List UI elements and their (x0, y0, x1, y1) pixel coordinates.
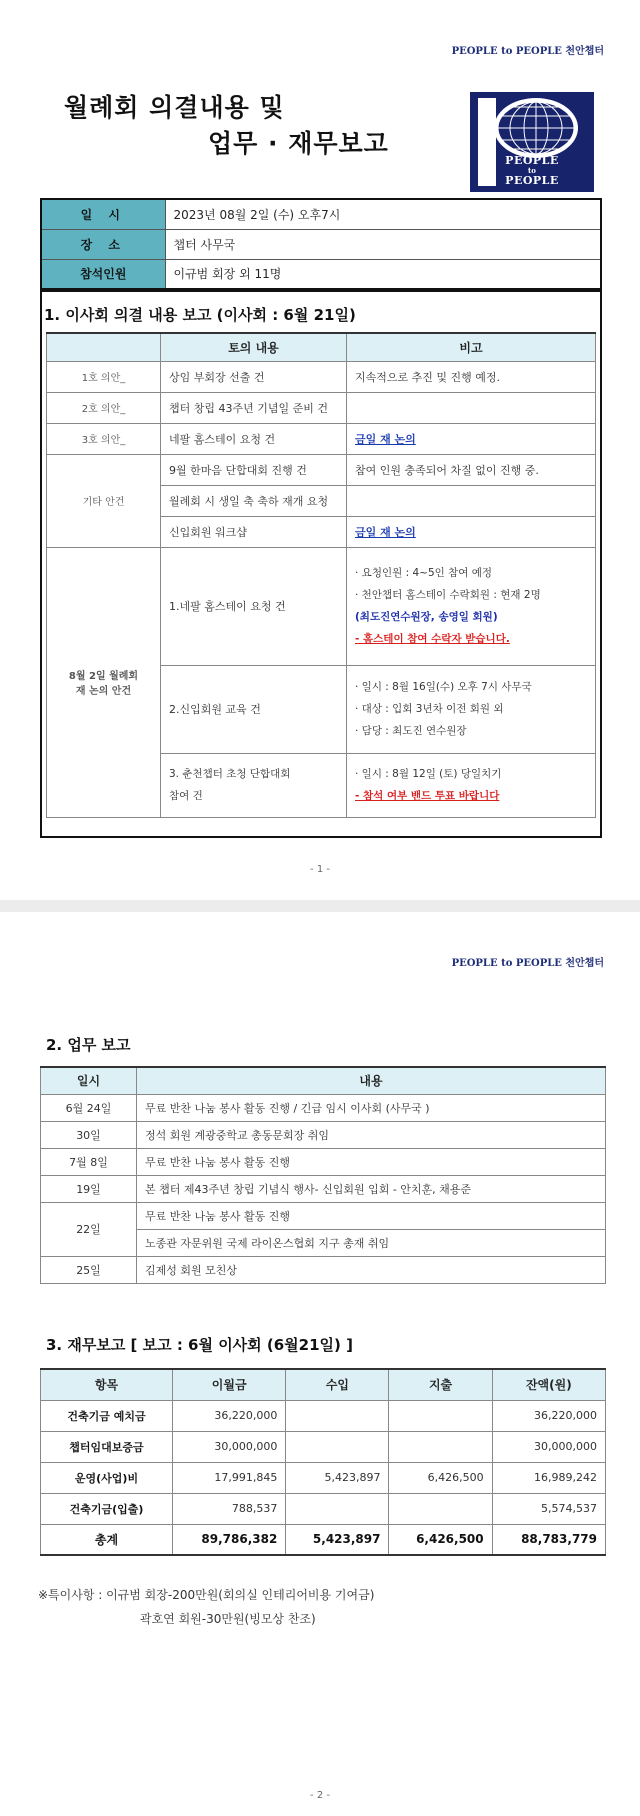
agenda-topic: 9월 한마음 단합대회 진행 건 (161, 454, 347, 485)
agenda-no: 2호 의안_ (47, 392, 161, 423)
fin-value: 88,783,779 (492, 1524, 605, 1555)
bullet: · 일시 : 8월 12일 (토) 당일치기 (355, 768, 502, 780)
bullet: (최도진연수원장, 송영일 회원) (355, 611, 498, 623)
agenda-no: 1호 의안_ (47, 361, 161, 392)
fin-item: 총계 (41, 1524, 173, 1555)
header-discussion: 토의 내용 (161, 333, 347, 361)
org-name: PEOPLE to PEOPLE 천안챕터 (451, 958, 604, 969)
rediscuss-topic (161, 753, 347, 817)
rediscuss-topic: 1.네팔 홈스테이 요청 건 (161, 547, 347, 665)
topic-line: 참여 건 (169, 790, 203, 802)
fin-value: 788,537 (173, 1493, 286, 1524)
rediscuss-topic: 2.신입회원 교육 건 (161, 665, 347, 753)
info-row-place (41, 229, 601, 259)
table-row (47, 547, 596, 665)
work-date: 25일 (41, 1256, 137, 1283)
header-carryover: 이월금 (173, 1369, 286, 1400)
org-name: PEOPLE to PEOPLE 천안챕터 (451, 46, 604, 57)
fin-value: 6,426,500 (389, 1462, 492, 1493)
doc-title-line2: 업무 · 재무보고 (208, 129, 389, 158)
section3-title: 3. 재무보고 [ 보고 : 6월 이사회 (6월21일) ] (46, 1336, 353, 1354)
doc-title-line1: 월례회 의결내용 및 (64, 93, 285, 122)
info-value: 이규범 회장 외 11명 (165, 259, 601, 289)
resolution-table (46, 332, 596, 818)
table-row (47, 423, 596, 454)
table-row (41, 1202, 606, 1229)
agenda-topic: 월례회 시 생일 축 축하 재개 요청 (161, 485, 347, 516)
table-row (41, 1462, 606, 1493)
work-date: 19일 (41, 1175, 137, 1202)
bullet: - 참석 여부 밴드 투표 바랍니다 (355, 790, 500, 802)
work-content: 무료 반찬 나눔 봉사 활동 진행 (137, 1148, 606, 1175)
rediscuss-label-1: 8월 2일 월례회 (68, 671, 139, 682)
finance-table (40, 1368, 606, 1556)
work-date: 22일 (41, 1202, 137, 1256)
table-row (41, 1400, 606, 1431)
table-row (47, 454, 596, 485)
work-date: 6월 24일 (41, 1094, 137, 1121)
bullet: · 요청인원 : 4~5인 참여 예정 (355, 567, 493, 579)
fin-item: 건축기금(입출) (41, 1493, 173, 1524)
logo-text-3: PEOPLE (505, 174, 559, 187)
fin-value (389, 1431, 492, 1462)
agenda-topic: 상임 부회장 선출 건 (161, 361, 347, 392)
fin-value (389, 1400, 492, 1431)
work-content: 무료 반찬 나눔 봉사 활동 진행 (137, 1202, 606, 1229)
page-number: - 2 - (310, 1790, 330, 1801)
bullet: · 대상 : 입회 3년차 이전 회원 외 (355, 703, 504, 715)
table-row (41, 1493, 606, 1524)
fin-value (389, 1493, 492, 1524)
fin-value: 36,220,000 (173, 1400, 286, 1431)
work-date: 30일 (41, 1121, 137, 1148)
people-to-people-logo (470, 92, 594, 192)
page-number: - 1 - (310, 864, 330, 875)
work-date: 7월 8일 (41, 1148, 137, 1175)
info-label: 일 시 (41, 199, 165, 229)
rediscuss-label (47, 547, 161, 817)
header-empty (47, 333, 161, 361)
bullet: - 홈스테이 참여 수락자 받습니다. (355, 633, 510, 645)
agenda-topic: 네팔 홈스테이 요청 건 (161, 423, 347, 454)
fin-value (286, 1493, 389, 1524)
agenda-remark (347, 392, 596, 423)
info-label: 참석인원 (41, 259, 165, 289)
header-expense: 지출 (389, 1369, 492, 1400)
meeting-info-table (40, 198, 602, 290)
fin-item: 챕터임대보증금 (41, 1431, 173, 1462)
agenda-no: 3호 의안_ (47, 423, 161, 454)
agenda-remark (347, 485, 596, 516)
section2-title: 2. 업무 보고 (46, 1036, 131, 1054)
fin-value: 6,426,500 (389, 1524, 492, 1555)
table-row (47, 361, 596, 392)
header-balance: 잔액(원) (492, 1369, 605, 1400)
header-income: 수입 (286, 1369, 389, 1400)
fin-value: 5,574,537 (492, 1493, 605, 1524)
special-note-2: 곽호연 회원-30만원(빙모상 찬조) (140, 1612, 316, 1626)
work-content: 김제성 회원 모친상 (137, 1256, 606, 1283)
table-row (41, 1094, 606, 1121)
info-row-attendees (41, 259, 601, 289)
page-2 (0, 912, 640, 1816)
table-row (47, 392, 596, 423)
agenda-remark: 참여 인원 충족되어 차질 없이 진행 중. (347, 454, 596, 485)
header-item: 항목 (41, 1369, 173, 1400)
header-date: 일시 (41, 1067, 137, 1094)
fin-value: 5,423,897 (286, 1462, 389, 1493)
info-value: 2023년 08월 2일 (수) 오후7시 (165, 199, 601, 229)
work-content: 노종관 자문위원 국제 라이온스협회 지구 총재 취임 (137, 1229, 606, 1256)
topic-line: 3. 춘천챕터 초청 단합대회 (169, 768, 291, 780)
fin-value: 16,989,242 (492, 1462, 605, 1493)
work-content: 본 챕터 제43주년 창립 기념식 행사- 신입회원 입회 - 안치훈, 채용준 (137, 1175, 606, 1202)
bullet: · 일시 : 8월 16일(수) 오후 7시 사무국 (355, 681, 532, 693)
fin-value (286, 1400, 389, 1431)
fin-item: 건축기금 예치금 (41, 1400, 173, 1431)
bullet: · 천안챕터 홈스테이 수락회원 : 현재 2명 (355, 589, 541, 601)
work-content: 정석 회원 계광중학교 총동문회장 취임 (137, 1121, 606, 1148)
header-remark: 비고 (347, 333, 596, 361)
bullet: · 담당 : 최도진 연수원장 (355, 725, 467, 737)
logo-text-2: to (528, 166, 536, 175)
info-row-datetime (41, 199, 601, 229)
header-content: 내용 (137, 1067, 606, 1094)
agenda-remark: 지속적으로 추진 및 진행 예정. (347, 361, 596, 392)
rediscuss-link[interactable]: 금일 재 논의 (355, 432, 416, 446)
work-content: 무료 반찬 나눔 봉사 활동 진행 / 긴급 임시 이사회 (사무국 ) (137, 1094, 606, 1121)
fin-value: 36,220,000 (492, 1400, 605, 1431)
table-row (41, 1431, 606, 1462)
table-row (41, 1256, 606, 1283)
logo-text-1: PEOPLE (505, 154, 559, 167)
fin-item: 운영(사업)비 (41, 1462, 173, 1493)
page-1 (0, 0, 640, 900)
agenda-no: 기타 안건 (47, 454, 161, 547)
table-row (41, 1175, 606, 1202)
agenda-topic: 신입회원 워크샵 (161, 516, 347, 547)
fin-value: 89,786,382 (173, 1524, 286, 1555)
work-report-table (40, 1066, 606, 1284)
fin-value: 30,000,000 (173, 1431, 286, 1462)
fin-value (286, 1431, 389, 1462)
table-row (41, 1148, 606, 1175)
info-value: 챕터 사무국 (165, 229, 601, 259)
info-label: 장 소 (41, 229, 165, 259)
agenda-topic: 챕터 창립 43주년 기념일 준비 건 (161, 392, 347, 423)
section1-title: 1. 이사회 의결 내용 보고 (이사회 : 6월 21일) (44, 306, 356, 324)
fin-value: 30,000,000 (492, 1431, 605, 1462)
fin-value: 17,991,845 (173, 1462, 286, 1493)
rediscuss-label-2: 재 논의 안건 (75, 686, 132, 697)
fin-value: 5,423,897 (286, 1524, 389, 1555)
rediscuss-link[interactable]: 금일 재 논의 (355, 525, 416, 539)
table-row-total (41, 1524, 606, 1555)
table-row (41, 1121, 606, 1148)
special-note-1: ※특이사항 : 이규범 회장-200만원(회의실 인테리어비용 기여금) (38, 1588, 375, 1602)
